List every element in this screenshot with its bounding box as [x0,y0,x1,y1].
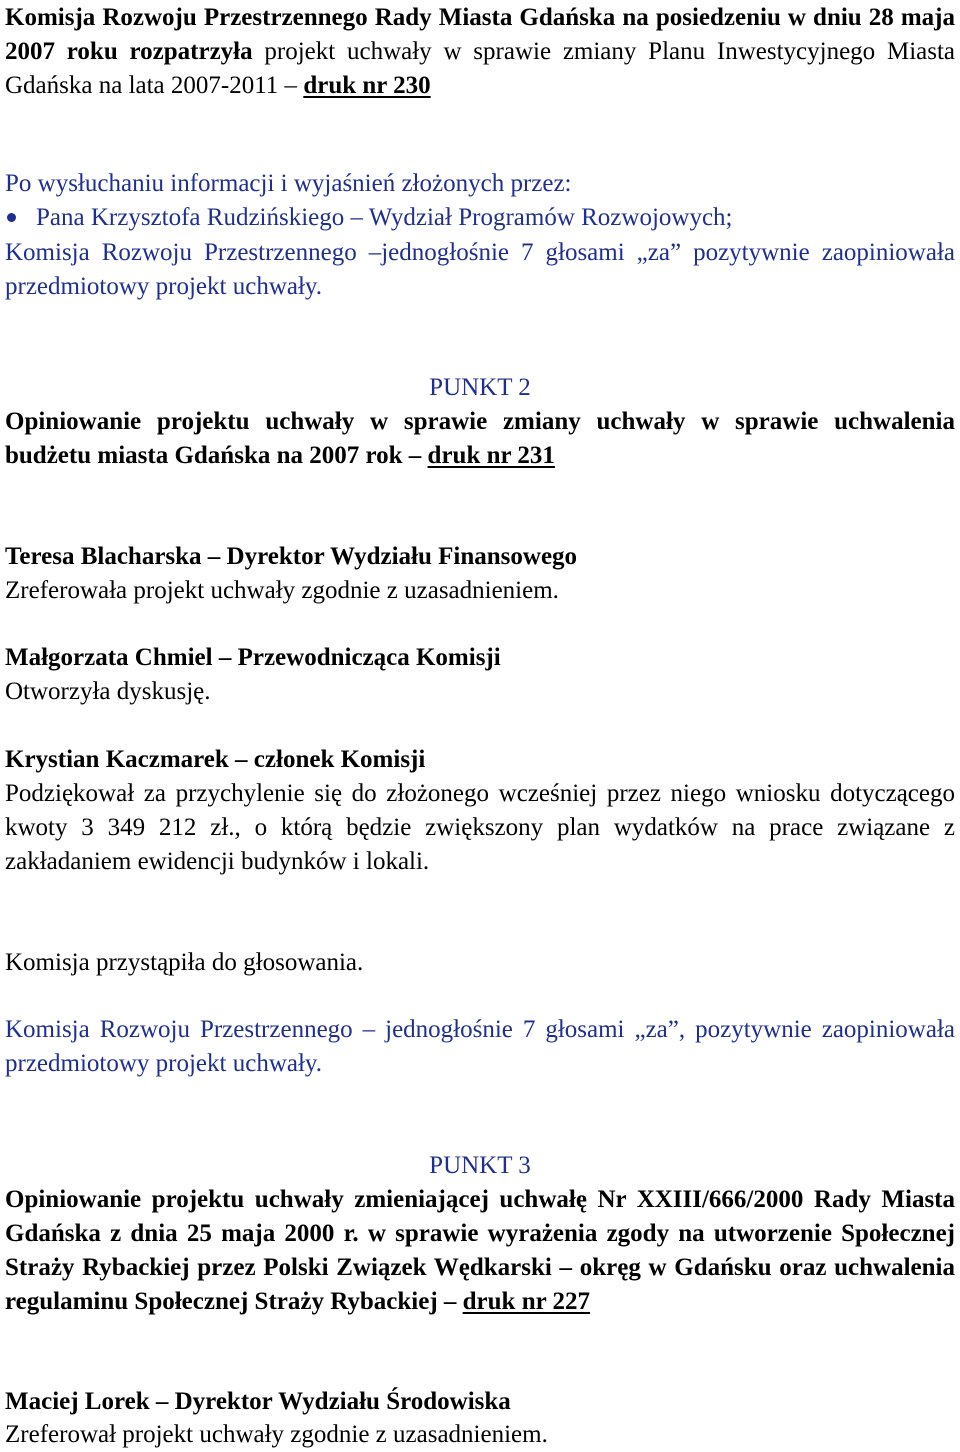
intro-bold: Komisja Rozwoju Przestrzennego Rady Miasta Gdańska na posiedzeniu w dniu 28 maja 2007 roku rozpatrzyła [5,4,955,65]
hearing-intro: Po wysłuchaniu informacji i wyjaśnień złożonych przez: [5,170,572,197]
vote-result-2: Komisja Rozwoju Przestrzennego – jednogłośnie 7 głosami „za”, pozytywnie zaopiniowała przedmiotowy projekt uchwały. [5,1016,955,1077]
voting-start: Komisja przystąpiła do głosowania. [5,949,364,976]
speaker-statement: Podziękował za przychylenie się do złożonego wcześniej przez niego wniosku dotyczącego kwoty 3 349 212 zł., o którą będzie zwiększony plan wydatków na prace związane z zakładaniem ewidencji budynków i lokali. [5,780,955,875]
bullet-item [5,201,955,235]
speaker-statement: Zreferował projekt uchwały zgodnie z uzasadnieniem. [5,1421,548,1448]
speaker-name: Krystian Kaczmarek – członek Komisji [5,746,426,773]
punkt-2-title-text: Opiniowanie projektu uchwały w sprawie zmiany uchwały w sprawie uchwalenia budżetu miasta Gdańska na 2007 rok – [5,408,955,469]
speaker-name: Małgorzata Chmiel – Przewodnicząca Komisji [5,644,501,671]
speaker-name: Maciej Lorek – Dyrektor Wydziału Środowiska [5,1388,511,1415]
punkt-2-title [5,405,955,473]
punkt-3-title-text: Opiniowanie projektu uchwały zmieniającej uchwałę Nr XXIII/666/2000 Rady Miasta Gdańska z dnia 25 maja 2000 r. w sprawie wyrażenia zgody na utworzenie Społecznej Straży Rybackiej przez Polski Związek Wędkarski – okręg w Gdańsku oraz uchwalenia regulaminu Społecznej Straży Rybackiej – [5,1186,955,1315]
druk-227-link: druk nr 227 [462,1288,591,1315]
punkt-2-heading: PUNKT 2 [429,374,531,401]
druk-230-link: druk nr 230 [303,72,431,99]
punkt-3-title [5,1183,955,1319]
vote-result-1: Komisja Rozwoju Przestrzennego –jednogłośnie 7 głosami „za” pozytywnie zaopiniowała przedmiotowy projekt uchwały. [5,239,955,300]
bullet-text: Pana Krzysztofa Rudzińskiego – Wydział Programów Rozwojowych; [36,204,733,231]
intro-text: projekt uchwały w sprawie zmiany Planu Inwestycyjnego Miasta Gdańska na lata 2007-2011 – [5,38,956,99]
speaker-statement: Otworzyła dyskusję. [5,678,211,705]
speaker-name: Teresa Blacharska – Dyrektor Wydziału Finansowego [5,543,578,570]
bullet-icon [7,213,16,222]
druk-231-link: druk nr 231 [427,442,555,469]
punkt-3-heading: PUNKT 3 [429,1152,531,1179]
intro-paragraph [5,1,955,103]
speaker-statement: Zreferowała projekt uchwały zgodnie z uzasadnieniem. [5,577,559,604]
